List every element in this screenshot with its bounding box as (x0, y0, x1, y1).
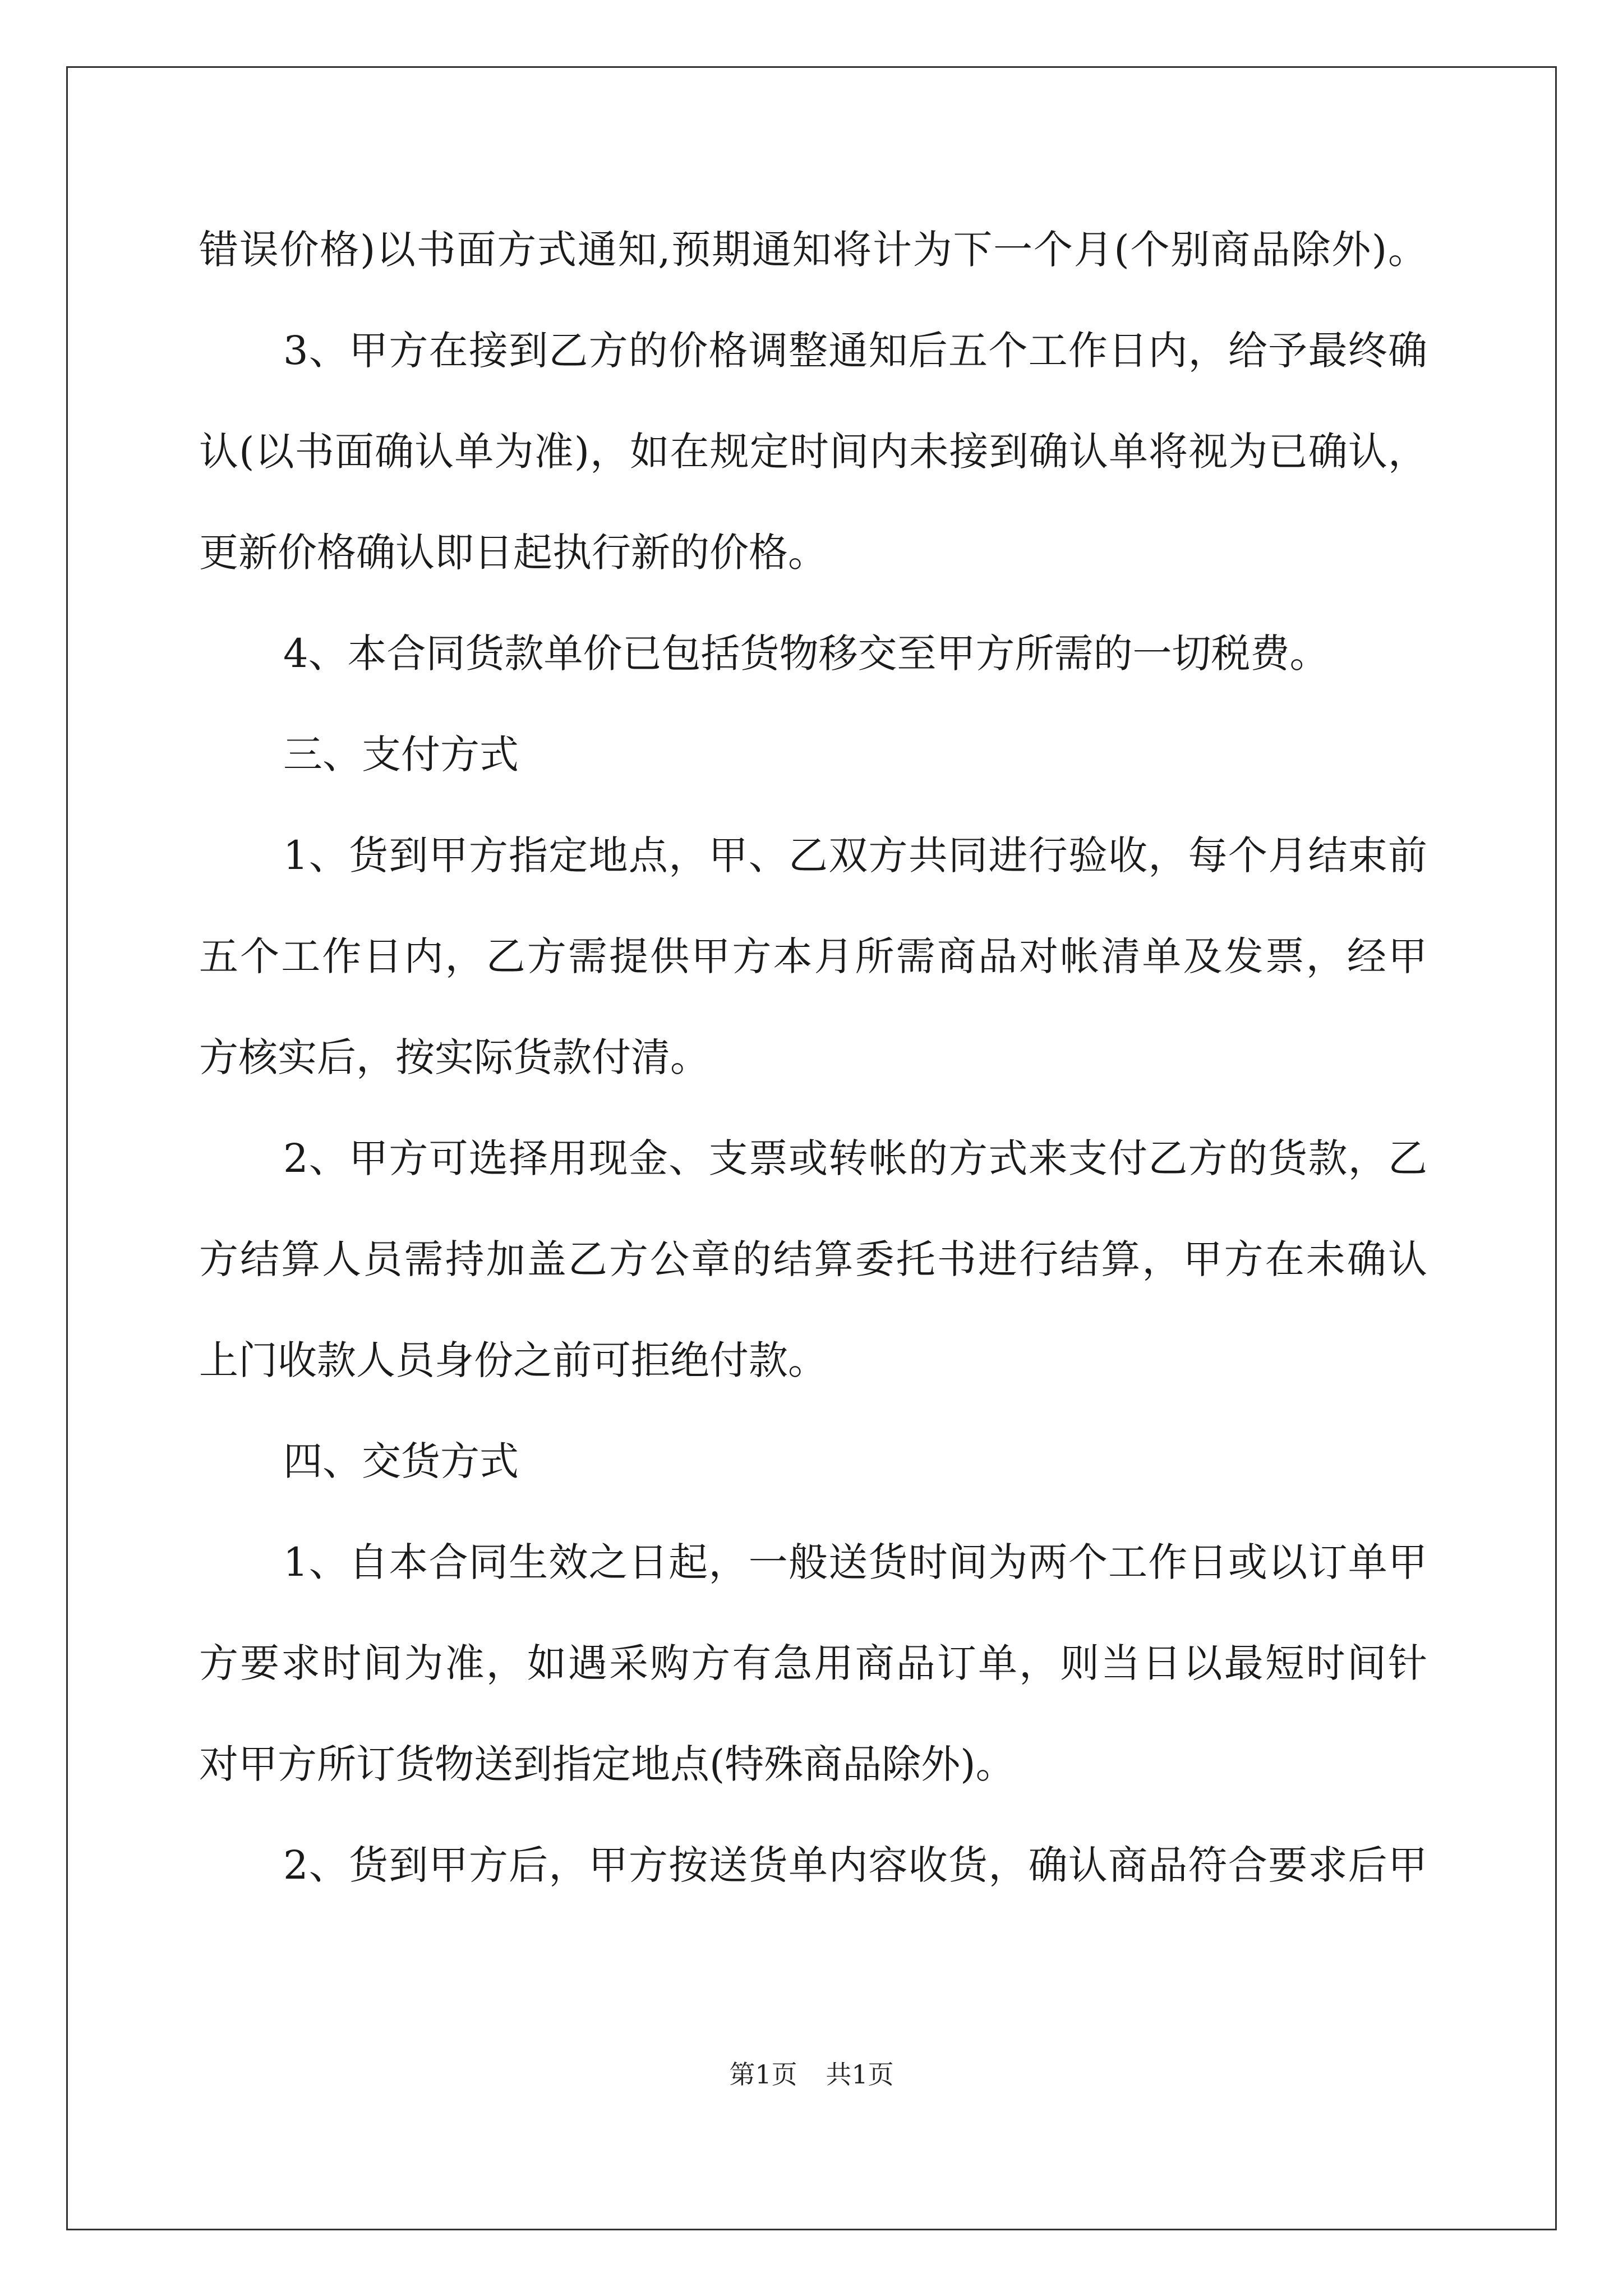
page-total: 共1页 (826, 2059, 894, 2090)
paragraph-line: 1、自本合同生效之日起，一般送货时间为两个工作日或以订单甲 (283, 1539, 1427, 1585)
paragraph-line: 1、货到甲方指定地点，甲、乙双方共同进行验收，每个月结束前 (283, 832, 1427, 878)
page-footer (0, 2058, 1623, 2091)
paragraph-line: 上门收款人员身份之前可拒绝付款。 (199, 1337, 827, 1383)
paragraph-line: 更新价格确认即日起执行新的价格。 (199, 530, 827, 576)
paragraph-line: 对甲方所订货物送到指定地点(特殊商品除外)。 (199, 1741, 1015, 1787)
document-body (199, 213, 1427, 1930)
section-heading: 三、支付方式 (283, 731, 519, 777)
paragraph-line: 2、甲方可选择用现金、支票或转帐的方式来支付乙方的货款，乙 (283, 1135, 1427, 1181)
paragraph-line: 3、甲方在接到乙方的价格调整通知后五个工作日内，给予最终确 (283, 328, 1427, 374)
paragraph-line: 2、货到甲方后，甲方按送货单内容收货，确认商品符合要求后甲 (283, 1842, 1427, 1888)
paragraph-line: 五个工作日内，乙方需提供甲方本月所需商品对帐清单及发票，经甲 (199, 933, 1427, 979)
paragraph-line: 认(以书面确认单为准)，如在规定时间内未接到确认单将视为已确认， (199, 429, 1427, 475)
paragraph-line: 错误价格)以书面方式通知,预期通知将计为下一个月(个别商品除外)。 (199, 227, 1427, 273)
paragraph-line: 方要求时间为准，如遇采购方有急用商品订单，则当日以最短时间针 (199, 1640, 1427, 1686)
paragraph-line: 方核实后，按实际货款付清。 (199, 1034, 709, 1080)
page-number: 第1页 (729, 2059, 797, 2090)
section-heading: 四、交货方式 (283, 1438, 519, 1484)
paragraph-line: 方结算人员需持加盖乙方公章的结算委托书进行结算，甲方在未确认 (199, 1236, 1427, 1282)
paragraph-line: 4、本合同货款单价已包括货物移交至甲方所需的一切税费。 (283, 631, 1329, 677)
